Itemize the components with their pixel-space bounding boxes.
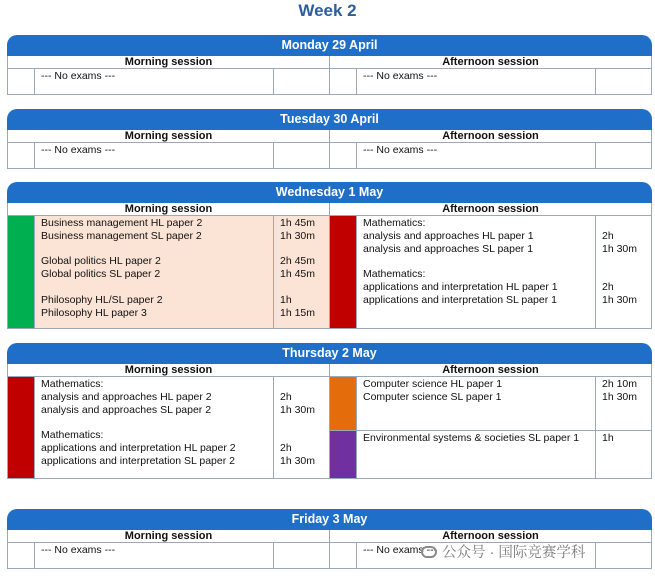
duration-list xyxy=(273,377,329,478)
exam-subject: Computer science HL paper 1 xyxy=(363,378,503,390)
afternoon-label: Afternoon session xyxy=(442,56,539,68)
exam-subject: Business management SL paper 2 xyxy=(41,229,202,242)
exam-subject: Philosophy HL paper 3 xyxy=(41,306,147,319)
duration-cell xyxy=(595,143,651,168)
afternoon-cell xyxy=(329,69,651,94)
afternoon-label: Afternoon session xyxy=(442,130,539,142)
day-tuesday xyxy=(7,109,652,169)
day-wednesday xyxy=(7,182,652,329)
duration-cell xyxy=(273,543,329,568)
exam-subject: applications and interpretation HL paper 2 xyxy=(41,441,236,454)
exam-duration: 1h 15m xyxy=(280,306,316,319)
morning-cell xyxy=(8,543,329,568)
week-title: Week 2 xyxy=(298,1,357,20)
exam-subject: analysis and approaches SL paper 2 xyxy=(41,403,212,416)
exam-subject: Computer science SL paper 1 xyxy=(363,390,502,403)
exam-heading: Mathematics: xyxy=(363,268,426,281)
exam-subject: analysis and approaches SL paper 1 xyxy=(363,242,534,255)
exam-subject: Environmental systems & societies SL paper 1 xyxy=(363,432,580,444)
exam-subject: analysis and approaches HL paper 1 xyxy=(363,229,534,242)
color-bar-green xyxy=(8,216,35,328)
exam-duration: 1h xyxy=(602,432,614,444)
morning-label: Morning session xyxy=(8,130,330,142)
no-exams-text: --- No exams --- xyxy=(41,144,116,156)
no-exams-text: --- No exams --- xyxy=(363,544,438,556)
exam-duration: 2h xyxy=(280,441,292,454)
afternoon-label: Afternoon session xyxy=(442,530,539,542)
color-bar-purple xyxy=(330,431,357,478)
afternoon-label: Afternoon session xyxy=(442,364,539,376)
day-thursday xyxy=(7,343,652,479)
exam-subject: applications and interpretation SL paper 1 xyxy=(363,293,557,306)
afternoon-cell xyxy=(329,143,651,168)
watermark xyxy=(421,541,585,562)
afternoon-label: Afternoon session xyxy=(442,203,539,215)
color-bar-red xyxy=(330,216,357,328)
session-labels xyxy=(7,130,652,143)
exam-subject: Business management HL paper 2 xyxy=(41,217,203,229)
exam-duration: 1h 30m xyxy=(280,403,316,416)
duration-list xyxy=(595,377,651,430)
duration-list xyxy=(595,431,651,478)
session-body xyxy=(7,377,652,479)
exam-subject: Global politics HL paper 2 xyxy=(41,255,161,268)
morning-label: Morning session xyxy=(8,56,330,68)
exam-duration: 2h 10m xyxy=(602,378,638,390)
exam-subject: analysis and approaches HL paper 2 xyxy=(41,390,212,403)
exam-subject: applications and interpretation SL paper 2 xyxy=(41,454,235,467)
morning-label: Morning session xyxy=(8,530,330,542)
exam-duration: 1h 45m xyxy=(280,217,316,229)
morning-cell xyxy=(8,143,329,168)
duration-cell xyxy=(273,143,329,168)
morning-cell xyxy=(8,216,329,328)
watermark-text: 公众号 · 国际竞赛学科 xyxy=(442,545,586,561)
exam-list xyxy=(357,377,595,430)
color-bar xyxy=(8,69,35,94)
exam-list xyxy=(357,216,595,328)
morning-label: Morning session xyxy=(8,364,330,376)
duration-cell xyxy=(273,69,329,94)
exam-list xyxy=(357,431,595,478)
exam-list xyxy=(35,216,273,328)
no-exams-text: --- No exams --- xyxy=(41,544,116,556)
color-bar-orange xyxy=(330,377,357,430)
no-exams-text: --- No exams --- xyxy=(363,144,438,156)
session-labels xyxy=(7,364,652,377)
exam-duration: 1h 30m xyxy=(602,242,638,255)
exam-duration: 2h xyxy=(280,390,292,403)
exam-duration: 2h xyxy=(602,229,614,242)
color-bar xyxy=(330,143,357,168)
morning-cell xyxy=(8,69,329,94)
session-body xyxy=(7,143,652,169)
exam-duration: 1h 30m xyxy=(280,229,316,242)
exam-duration: 2h 45m xyxy=(280,255,316,268)
exam-duration: 1h xyxy=(280,293,292,306)
day-header: Tuesday 30 April xyxy=(7,109,652,130)
morning-cell xyxy=(8,377,329,478)
exam-list xyxy=(35,377,273,478)
exam-heading: Mathematics: xyxy=(41,378,104,390)
duration-cell xyxy=(595,543,651,568)
day-monday xyxy=(7,35,652,95)
exam-duration: 1h 45m xyxy=(280,268,316,281)
exam-duration: 2h xyxy=(602,280,614,293)
color-bar xyxy=(8,543,35,568)
exam-heading: Mathematics: xyxy=(41,429,104,442)
color-bar xyxy=(8,143,35,168)
duration-list xyxy=(273,216,329,328)
day-header: Monday 29 April xyxy=(7,35,652,56)
morning-label: Morning session xyxy=(8,203,330,215)
session-body xyxy=(7,216,652,329)
session-body xyxy=(7,69,652,95)
exam-subject: applications and interpretation HL paper 1 xyxy=(363,280,558,293)
session-labels xyxy=(7,56,652,69)
day-header: Friday 3 May xyxy=(7,509,652,530)
exam-duration: 1h 30m xyxy=(602,293,638,306)
duration-cell xyxy=(595,69,651,94)
exam-heading: Mathematics: xyxy=(363,217,426,229)
wechat-logo-icon xyxy=(421,546,437,558)
day-header: Thursday 2 May xyxy=(7,343,652,364)
exam-duration: 1h 30m xyxy=(602,390,638,403)
session-labels xyxy=(7,203,652,216)
no-exams-text: --- No exams --- xyxy=(363,70,438,82)
exam-duration: 1h 30m xyxy=(280,454,316,467)
day-header: Wednesday 1 May xyxy=(7,182,652,203)
duration-list xyxy=(595,216,651,328)
no-exams-text: --- No exams --- xyxy=(41,70,116,82)
exam-subject: Global politics SL paper 2 xyxy=(41,268,161,281)
color-bar xyxy=(330,69,357,94)
exam-subject: Philosophy HL/SL paper 2 xyxy=(41,293,163,306)
afternoon-cell xyxy=(329,216,651,328)
color-bar-red xyxy=(8,377,35,478)
color-bar xyxy=(330,543,357,568)
afternoon-cell xyxy=(329,377,651,478)
